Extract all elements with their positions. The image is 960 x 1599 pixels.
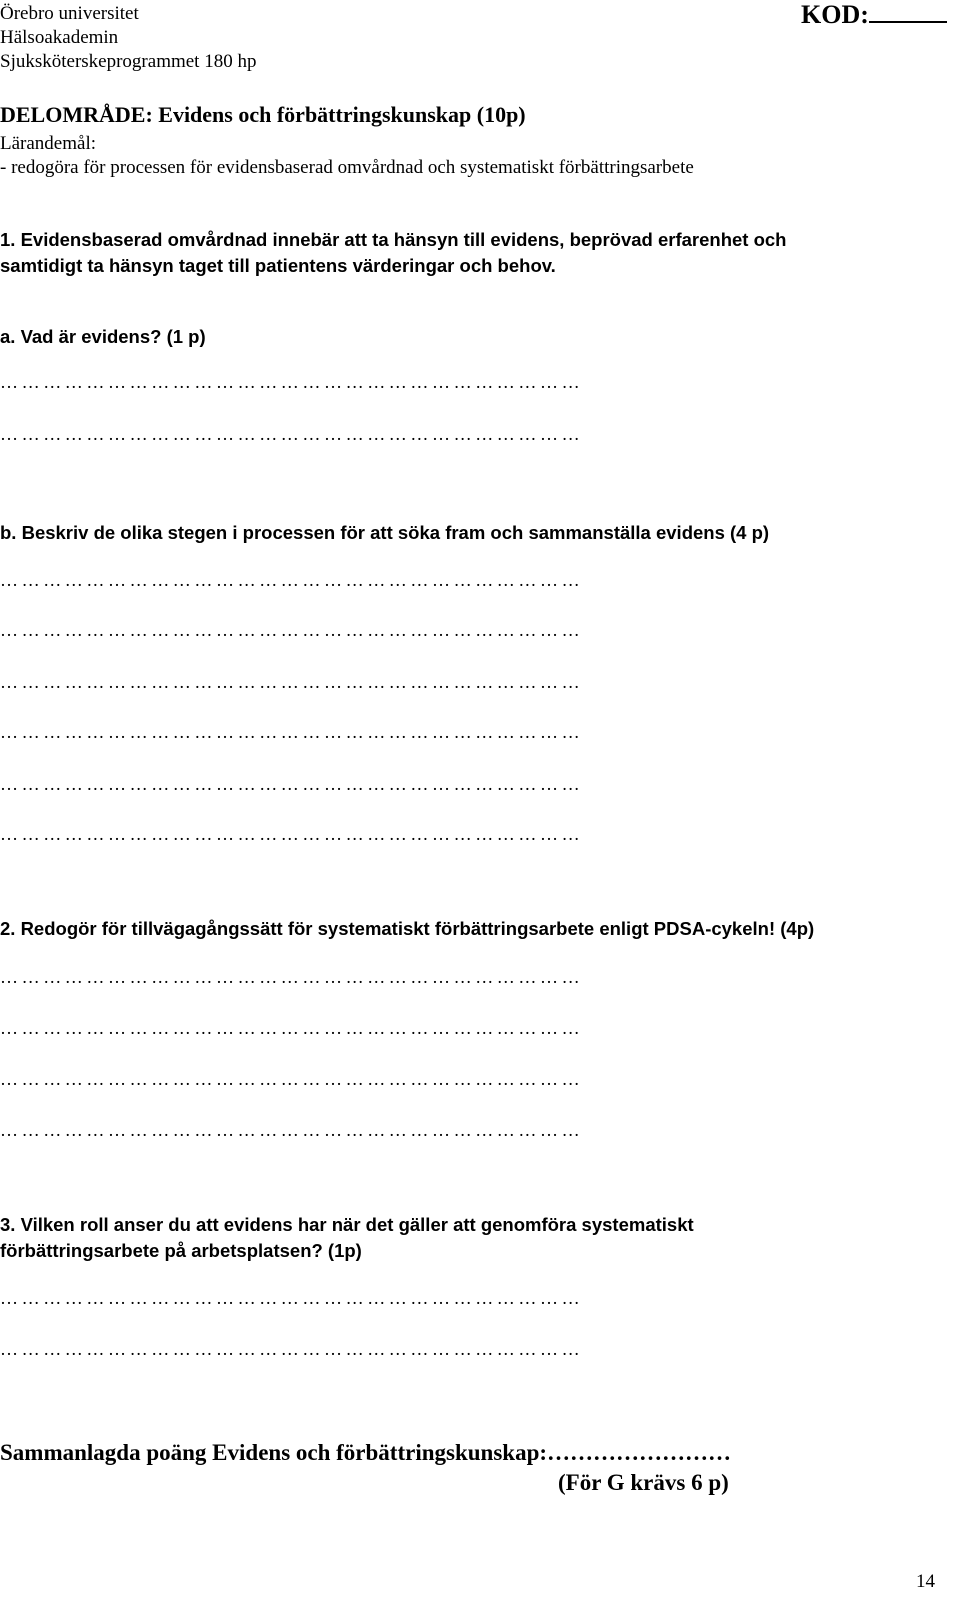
answer-line[interactable]: ……………………………………………………………………… xyxy=(0,1069,584,1089)
answer-line[interactable]: ……………………………………………………………………… xyxy=(0,372,584,392)
question-1b: b. Beskriv de olika stegen i processen för att söka fram och sammanställa evidens (4 p) xyxy=(0,522,770,543)
kod-field xyxy=(801,0,947,30)
university-name: Örebro universitet xyxy=(0,3,139,24)
pass-requirement: (För G krävs 6 p) xyxy=(558,1470,729,1495)
total-score xyxy=(0,1440,731,1466)
kod-blank xyxy=(869,1,947,23)
answer-line[interactable]: ……………………………………………………………………… xyxy=(0,1288,584,1308)
question-2: 2. Redogör för tillvägagångssätt för systematiskt förbättringsarbete enligt PDSA-cykeln! (4p) xyxy=(0,918,815,939)
answer-line[interactable]: ……………………………………………………………………… xyxy=(0,722,584,742)
page-number: 14 xyxy=(916,1571,935,1592)
answer-line[interactable]: ……………………………………………………………………… xyxy=(0,967,584,987)
total-score-label: Sammanlagda poäng Evidens och förbättringskunskap: xyxy=(0,1440,548,1465)
question-3-line-1: 3. Vilken roll anser du att evidens har när det gäller att genomföra systematiskt xyxy=(0,1214,694,1235)
objective-text: - redogöra för processen för evidensbaserad omvårdnad och systematiskt förbättringsarbete xyxy=(0,157,694,178)
answer-line[interactable]: ……………………………………………………………………… xyxy=(0,1339,584,1359)
program-name: Sjuksköterskeprogrammet 180 hp xyxy=(0,51,257,72)
answer-line[interactable]: ……………………………………………………………………… xyxy=(0,620,584,640)
answer-line[interactable]: ……………………………………………………………………… xyxy=(0,570,584,590)
answer-line[interactable]: ……………………………………………………………………… xyxy=(0,1018,584,1038)
total-score-blank[interactable]: …………………… xyxy=(547,1440,732,1465)
question-1-line-1: 1. Evidensbaserad omvårdnad innebär att ta hänsyn till evidens, beprövad erfarenhet och xyxy=(0,229,787,250)
kod-label: KOD: xyxy=(801,0,869,29)
section-title: DELOMRÅDE: Evidens och förbättringskunskap (10p) xyxy=(0,102,526,127)
answer-line[interactable]: ……………………………………………………………………… xyxy=(0,1120,584,1140)
answer-line[interactable]: ……………………………………………………………………… xyxy=(0,424,584,444)
question-1a: a. Vad är evidens? (1 p) xyxy=(0,326,206,347)
answer-line[interactable]: ……………………………………………………………………… xyxy=(0,824,584,844)
question-3-line-2: förbättringsarbete på arbetsplatsen? (1p) xyxy=(0,1240,362,1261)
academy-name: Hälsoakademin xyxy=(0,27,119,48)
answer-line[interactable]: ……………………………………………………………………… xyxy=(0,774,584,794)
objectives-label: Lärandemål: xyxy=(0,133,97,154)
question-1-line-2: samtidigt ta hänsyn taget till patientens värderingar och behov. xyxy=(0,255,556,276)
answer-line[interactable]: ……………………………………………………………………… xyxy=(0,672,584,692)
